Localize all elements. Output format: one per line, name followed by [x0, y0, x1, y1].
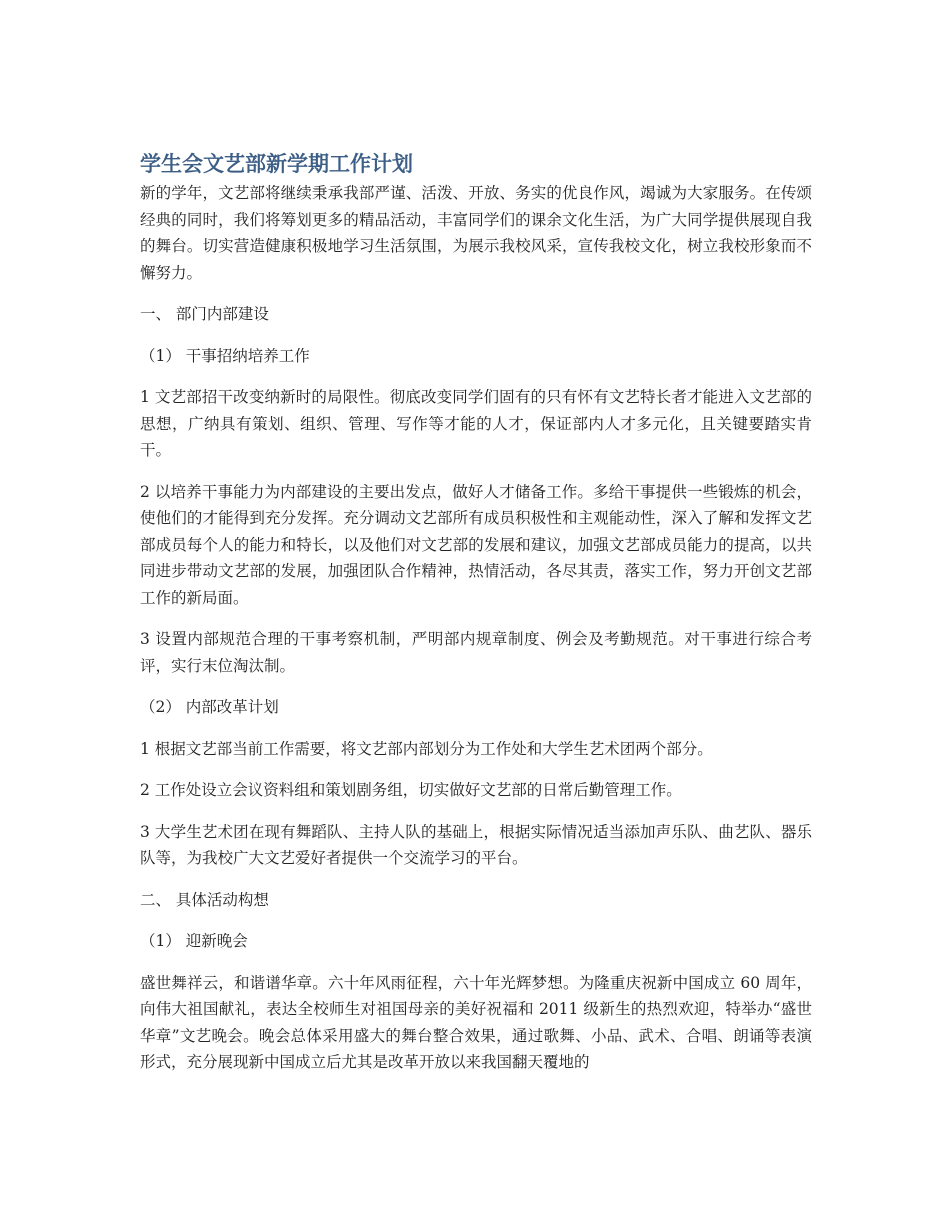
paragraph-1-1-2: 2 以培养干事能力为内部建设的主要出发点，做好人才储备工作。多给干事提供一些锻炼的机会，使他们的才能得到充分发挥。充分调动文艺部所有成员积极性和主观能动性，深入了解和发挥文艺部成员每个人的能力和特长，以及他们对文艺部的发展和建议，加强文艺部成员能力的提高，以共同进步带动文艺部的发展，加强团队合作精神，热情活动，各尽其责，落实工作，努力开创文艺部工作的新局面。: [140, 482, 812, 607]
subsection-heading-2-1: （1） 迎新晚会: [140, 932, 248, 950]
subsection-heading-1-1: （1） 干事招纳培养工作: [140, 346, 310, 365]
paragraph-1-2-1: 1 根据文艺部当前工作需要，将文艺部内部划分为工作处和大学生艺术团两个部分。: [140, 739, 713, 758]
document-title: 学生会文艺部新学期工作计划: [140, 152, 413, 176]
paragraph-1-2-2: 2 工作处设立会议资料组和策划剧务组，切实做好文艺部的日常后勤管理工作。: [140, 781, 682, 799]
section-heading-1: 一、 部门内部建设: [140, 305, 269, 323]
paragraph-1-1-3: 3 设置内部规范合理的干事考察机制，严明部内规章制度、例会及考勤规范。对干事进行综合考评，实行末位淘汰制。: [140, 630, 812, 675]
document-page: [140, 148, 812, 1076]
paragraph-1-2-3: 3 大学生艺术团在现有舞蹈队、主持人队的基础上，根据实际情况适当添加声乐队、曲艺队、器乐队等，为我校广大文艺爱好者提供一个交流学习的平台。: [140, 822, 812, 867]
intro-paragraph: 新的学年，文艺部将继续秉承我部严谨、活泼、开放、务实的优良作风，竭诚为大家服务。在传颂经典的同时，我们将筹划更多的精品活动，丰富同学们的课余文化生活，为广大同学提供展现自我的舞台。切实营造健康积极地学习生活氛围，为展示我校风采，宣传我校文化，树立我校形象而不懈努力。: [140, 184, 812, 282]
section-heading-2: 二、 具体活动构想: [140, 890, 269, 909]
subsection-heading-1-2: （2） 内部改革计划: [140, 698, 279, 716]
paragraph-2-1-1: 盛世舞祥云，和谐谱华章。六十年风雨征程，六十年光辉梦想。为隆重庆祝新中国成立 60 周年，向伟大祖国献礼，表达全校师生对祖国母亲的美好祝福和 2011 级新生的热烈欢迎，特举办“盛世华章”文艺晚会。晚会总体采用盛大的舞台整合效果，通过歌舞、小品、武术、合唱、朗诵等表演形式，充分展现新中国成立后尤其是改革开放以来我国翻天覆地的: [140, 973, 812, 1071]
paragraph-1-1-1: 1 文艺部招干改变纳新时的局限性。彻底改变同学们固有的只有怀有文艺特长者才能进入文艺部的思想，广纳具有策划、组织、管理、写作等才能的人才，保证部内人才多元化，且关键要踏实肯干。: [140, 388, 812, 459]
